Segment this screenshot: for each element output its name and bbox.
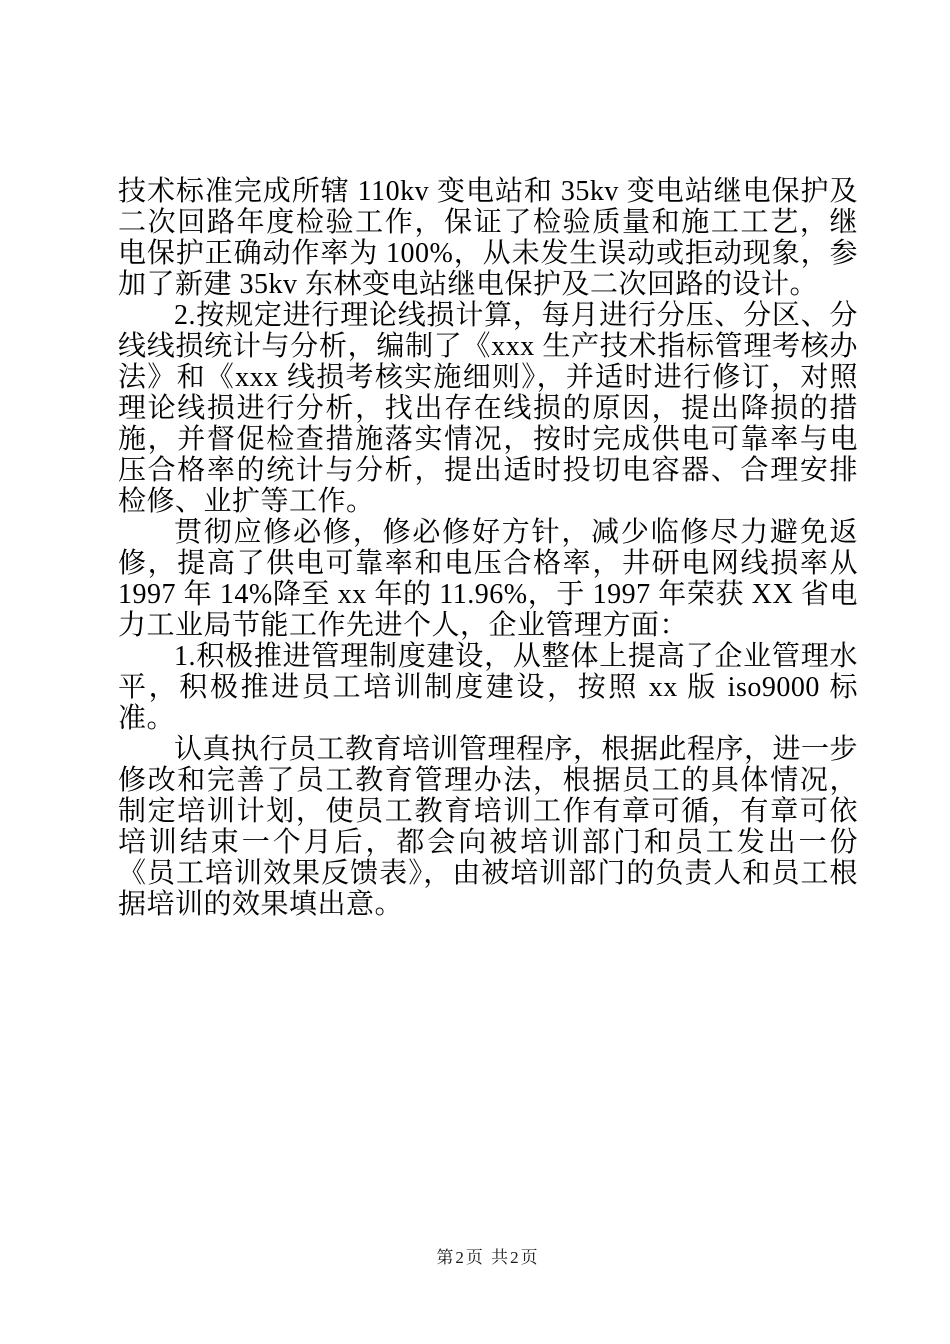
paragraph-1: 技术标准完成所辖 110kv 变电站和 35kv 变电站继电保护及二次回路年度检验工作，保证了检验质量和施工工艺，继电保护正确动作率为 100%，从未发生误动或拒动现象，参加了新建 35kv 东林变电站继电保护及二次回路的设计。 [118, 176, 858, 300]
document-body [118, 176, 858, 920]
paragraph-2: 2.按规定进行理论线损计算，每月进行分压、分区、分线线损统计与分析，编制了《xxx 生产技术指标管理考核办法》和《xxx 线损考核实施细则》，并适时进行修订，对照理论线损进行分析，找出存在线损的原因，提出降损的措施，并督促检查措施落实情况，按时完成供电可靠率与电压合格率的统计与分析，提出适时投切电容器、合理安排检修、业扩等工作。 [118, 300, 858, 517]
page-footer [118, 1243, 858, 1268]
paragraph-4: 1.积极推进管理制度建设，从整体上提高了企业管理水平，积极推进员工培训制度建设，按照 xx 版 iso9000 标准。 [118, 641, 858, 734]
paragraph-5: 认真执行员工教育培训管理程序，根据此程序，进一步修改和完善了员工教育管理办法，根据员工的具体情况，制定培训计划，使员工教育培训工作有章可循，有章可依培训结束一个月后，都会向被培训部门和员工发出一份《员工培训效果反馈表》，由被培训部门的负责人和员工根据培训的效果填出意。 [118, 734, 859, 920]
page-number-label: 第2页 共2页 [436, 1248, 540, 1267]
paragraph-3: 贯彻应修必修，修必修好方针，减少临修尽力避免返修，提高了供电可靠率和电压合格率，井研电网线损率从 1997 年 14%降至 xx 年的 11.96%，于 1997 年荣获 XX 省电力工业局节能工作先进个人，企业管理方面： [118, 517, 858, 641]
